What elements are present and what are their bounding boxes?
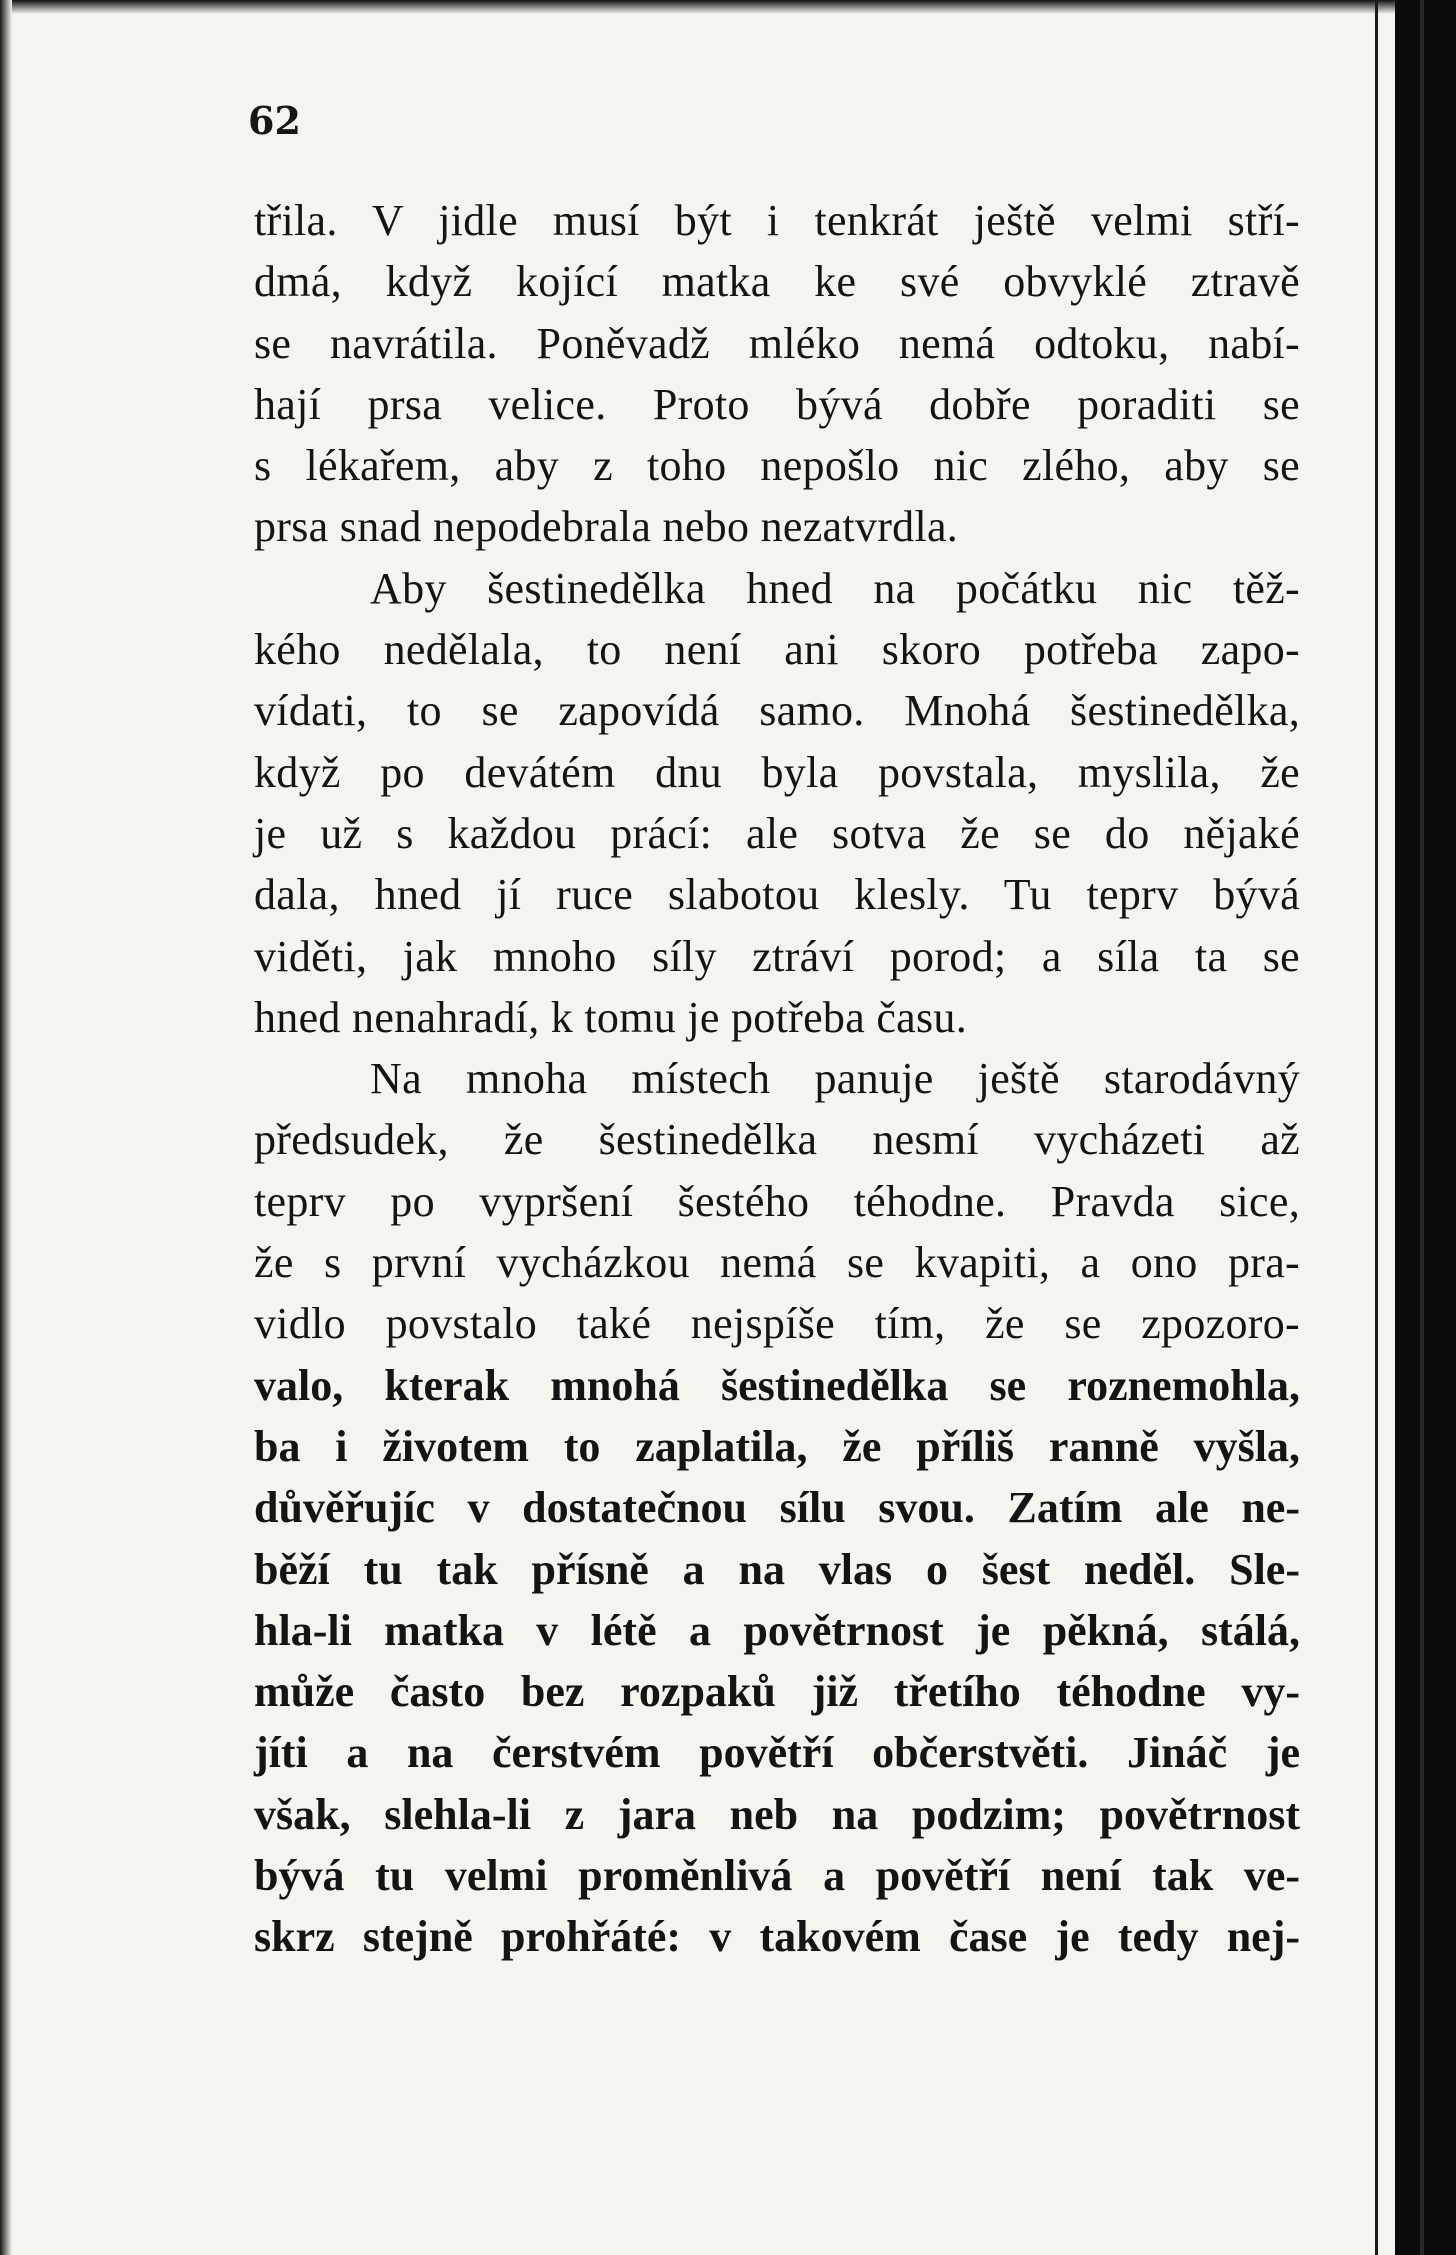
right-margin-rule xyxy=(1375,0,1378,2255)
text-line: dala, hned jí ruce slabotou klesly. Tu teprv bývá xyxy=(254,870,1300,920)
page-top-edge xyxy=(0,0,1395,14)
text-line: se navrátila. Poněvadž mléko nemá odtoku, nabí- xyxy=(254,318,1300,368)
text-line: důvěřujíc v dostatečnou sílu svou. Zatím ale ne- xyxy=(254,1483,1300,1533)
body-text xyxy=(254,190,1300,1968)
text-line: skrz stejně prohřáté: v takovém čase je tedy nej- xyxy=(254,1912,1300,1962)
text-line: valo, kterak mnohá šestinedělka se roznemohla, xyxy=(254,1360,1300,1410)
text-line: vídati, to se zapovídá samo. Mnohá šestinedělka, xyxy=(254,686,1300,736)
text-line: že s první vycházkou nemá se kvapiti, a ono pra- xyxy=(254,1238,1300,1288)
page-number: 62 xyxy=(248,98,301,143)
text-line: předsudek, že šestinedělka nesmí vycházeti až xyxy=(254,1115,1300,1165)
text-line: dmá, když kojící matka ke své obvyklé ztravě xyxy=(254,257,1300,307)
text-line: s lékařem, aby z toho nepošlo nic zlého, aby se xyxy=(254,441,1300,491)
text-line: třila. V jidle musí být i tenkrát ještě velmi stří- xyxy=(254,196,1300,245)
text-line: však, slehla-li z jara neb na podzim; povětrnost xyxy=(254,1789,1300,1839)
text-line: vidlo povstalo také nejspíše tím, že se zpozoro- xyxy=(254,1299,1300,1349)
text-line: když po devátém dnu byla povstala, myslila, že xyxy=(254,747,1300,797)
text-line: ba i životem to zaplatila, že příliš ranně vyšla, xyxy=(254,1421,1300,1471)
text-line: hned nenahradí, k tomu je potřeba času. xyxy=(254,992,968,1042)
text-line: hla-li matka v létě a povětrnost je pěkná, stálá, xyxy=(254,1605,1300,1655)
page-left-edge xyxy=(0,0,12,2255)
text-line: hají prsa velice. Proto bývá dobře poraditi se xyxy=(254,379,1300,429)
text-line: běží tu tak přísně a na vlas o šest neděl. Sle- xyxy=(254,1544,1300,1594)
text-line: prsa snad nepodebrala nebo nezatvrdla. xyxy=(254,502,959,552)
text-line: Aby šestinedělka hned na počátku nic těž- xyxy=(370,563,1300,613)
text-line: viděti, jak mnoho síly ztráví porod; a síla ta se xyxy=(254,931,1300,981)
text-line: kého nedělala, to není ani skoro potřeba zapo- xyxy=(254,625,1300,675)
outer-rule xyxy=(1420,0,1424,2255)
text-line: je už s každou prácí: ale sotva že se do nějaké xyxy=(254,808,1300,858)
text-line: bývá tu velmi proměnlivá a povětří není tak ve- xyxy=(254,1851,1300,1901)
text-line: může často bez rozpaků již třetího téhodne vy- xyxy=(254,1667,1300,1717)
text-line: jíti a na čerstvém povětří občerstvěti. Jináč je xyxy=(254,1728,1300,1778)
text-line: teprv po vypršení šestého téhodne. Pravda sice, xyxy=(254,1176,1300,1226)
text-line: Na mnoha místech panuje ještě starodávný xyxy=(370,1054,1300,1104)
